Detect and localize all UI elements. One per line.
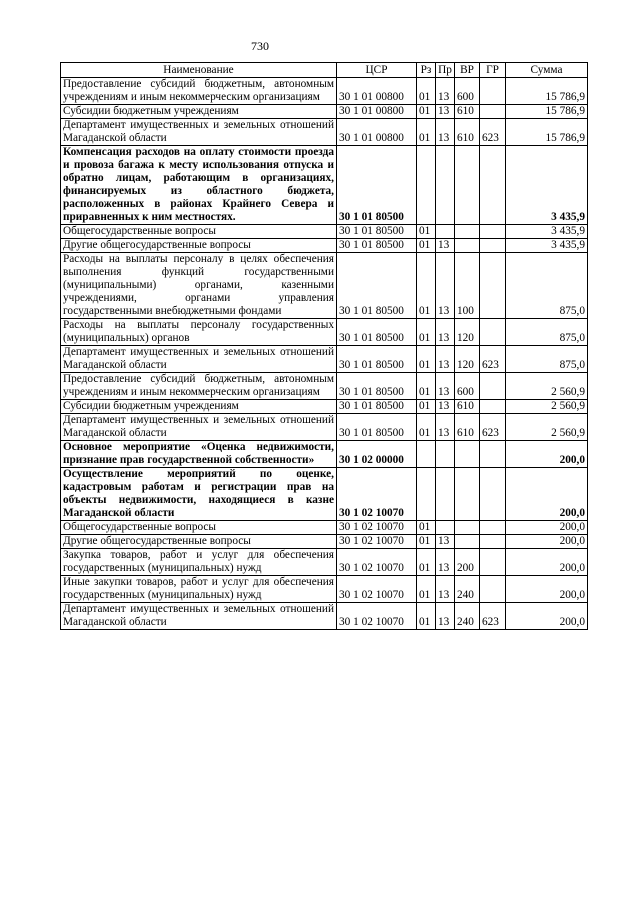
table-row: [61, 119, 588, 146]
cell-pr: [436, 225, 455, 239]
cell-vr: 240: [455, 576, 480, 603]
table-row: [61, 414, 588, 441]
cell-csr: 30 1 01 00800: [337, 78, 417, 105]
cell-pr: [436, 146, 455, 225]
cell-vr: [455, 468, 480, 521]
cell-sum: 200,0: [506, 535, 588, 549]
cell-pr: 13: [436, 603, 455, 630]
cell-name: Расходы на выплаты персоналу государственных (муниципальных) органов: [61, 319, 337, 346]
header-csr: ЦСР: [337, 63, 417, 78]
cell-name: Департамент имущественных и земельных отношений Магаданской области: [61, 119, 337, 146]
cell-rz: 01: [417, 239, 436, 253]
budget-table: [60, 62, 588, 630]
cell-pr: 13: [436, 119, 455, 146]
cell-csr: 30 1 02 10070: [337, 468, 417, 521]
cell-sum: 15 786,9: [506, 119, 588, 146]
table-row: [61, 146, 588, 225]
cell-name: Предоставление субсидий бюджетным, автономным учреждениям и иным некоммерческим организациям: [61, 373, 337, 400]
cell-sum: 3 435,9: [506, 239, 588, 253]
cell-pr: 13: [436, 105, 455, 119]
cell-vr: 610: [455, 105, 480, 119]
cell-name: Предоставление субсидий бюджетным, автономным учреждениям и иным некоммерческим организациям: [61, 78, 337, 105]
table-body: [61, 78, 588, 630]
cell-vr: 120: [455, 319, 480, 346]
cell-name: Департамент имущественных и земельных отношений Магаданской области: [61, 414, 337, 441]
cell-gr: 623: [480, 414, 506, 441]
cell-csr: 30 1 01 80500: [337, 319, 417, 346]
cell-gr: [480, 400, 506, 414]
cell-name: Основное мероприятие «Оценка недвижимости, признание прав государственной собственности»: [61, 441, 337, 468]
cell-sum: 200,0: [506, 576, 588, 603]
cell-vr: [455, 521, 480, 535]
cell-rz: 01: [417, 105, 436, 119]
table-row: [61, 253, 588, 319]
cell-rz: 01: [417, 78, 436, 105]
cell-rz: 01: [417, 521, 436, 535]
cell-name: Другие общегосударственные вопросы: [61, 535, 337, 549]
header-rz: Рз: [417, 63, 436, 78]
table-row: [61, 576, 588, 603]
table-row: [61, 319, 588, 346]
cell-rz: 01: [417, 225, 436, 239]
cell-pr: 13: [436, 239, 455, 253]
cell-vr: 610: [455, 119, 480, 146]
cell-csr: 30 1 01 80500: [337, 346, 417, 373]
cell-csr: 30 1 01 80500: [337, 239, 417, 253]
cell-sum: 3 435,9: [506, 225, 588, 239]
cell-name: Другие общегосударственные вопросы: [61, 239, 337, 253]
cell-vr: 120: [455, 346, 480, 373]
cell-pr: [436, 441, 455, 468]
cell-vr: [455, 441, 480, 468]
cell-gr: [480, 253, 506, 319]
table-row: [61, 468, 588, 521]
cell-csr: 30 1 01 80500: [337, 225, 417, 239]
cell-csr: 30 1 02 10070: [337, 521, 417, 535]
cell-vr: 610: [455, 414, 480, 441]
table-row: [61, 225, 588, 239]
cell-pr: 13: [436, 400, 455, 414]
cell-vr: [455, 146, 480, 225]
table-row: [61, 521, 588, 535]
cell-sum: 3 435,9: [506, 146, 588, 225]
cell-csr: 30 1 01 00800: [337, 105, 417, 119]
cell-vr: 610: [455, 400, 480, 414]
cell-csr: 30 1 02 10070: [337, 576, 417, 603]
table-row: [61, 78, 588, 105]
cell-rz: 01: [417, 400, 436, 414]
cell-name: Компенсация расходов на оплату стоимости проезда и провоза багажа к месту использования отпуска и обратно лицам, работающим в организациях, финансируемых из областного бюджета, расположенных в районах Крайнего Севера и приравненных к ним местностях.: [61, 146, 337, 225]
cell-rz: 01: [417, 373, 436, 400]
cell-sum: 200,0: [506, 441, 588, 468]
cell-rz: [417, 146, 436, 225]
cell-gr: [480, 78, 506, 105]
cell-name: Осуществление мероприятий по оценке, кадастровым работам и регистрации прав на объекты недвижимости, находящиеся в казне Магаданской области: [61, 468, 337, 521]
cell-sum: 15 786,9: [506, 105, 588, 119]
cell-name: Иные закупки товаров, работ и услуг для обеспечения государственных (муниципальных) нужд: [61, 576, 337, 603]
cell-rz: 01: [417, 549, 436, 576]
cell-rz: 01: [417, 253, 436, 319]
cell-gr: [480, 549, 506, 576]
cell-csr: 30 1 01 80500: [337, 400, 417, 414]
cell-sum: 2 560,9: [506, 400, 588, 414]
cell-pr: 13: [436, 78, 455, 105]
cell-pr: 13: [436, 535, 455, 549]
cell-sum: 200,0: [506, 468, 588, 521]
cell-gr: [480, 319, 506, 346]
table-row: [61, 400, 588, 414]
cell-gr: 623: [480, 603, 506, 630]
cell-csr: 30 1 02 10070: [337, 535, 417, 549]
cell-rz: [417, 441, 436, 468]
cell-csr: 30 1 02 10070: [337, 603, 417, 630]
cell-pr: [436, 468, 455, 521]
cell-sum: 200,0: [506, 549, 588, 576]
cell-rz: [417, 468, 436, 521]
cell-csr: 30 1 01 00800: [337, 119, 417, 146]
cell-pr: 13: [436, 549, 455, 576]
cell-name: Департамент имущественных и земельных отношений Магаданской области: [61, 603, 337, 630]
cell-vr: [455, 225, 480, 239]
cell-pr: [436, 521, 455, 535]
cell-rz: 01: [417, 346, 436, 373]
table-row: [61, 373, 588, 400]
cell-gr: [480, 535, 506, 549]
cell-rz: 01: [417, 119, 436, 146]
header-pr: Пр: [436, 63, 455, 78]
table-row: [61, 346, 588, 373]
cell-name: Закупка товаров, работ и услуг для обеспечения государственных (муниципальных) нужд: [61, 549, 337, 576]
cell-sum: 2 560,9: [506, 373, 588, 400]
cell-csr: 30 1 02 00000: [337, 441, 417, 468]
table-row: [61, 441, 588, 468]
cell-sum: 200,0: [506, 521, 588, 535]
cell-rz: 01: [417, 319, 436, 346]
cell-gr: [480, 146, 506, 225]
cell-sum: 875,0: [506, 253, 588, 319]
cell-gr: [480, 521, 506, 535]
cell-sum: 2 560,9: [506, 414, 588, 441]
cell-gr: 623: [480, 346, 506, 373]
cell-vr: [455, 535, 480, 549]
cell-rz: 01: [417, 576, 436, 603]
cell-vr: 600: [455, 373, 480, 400]
cell-pr: 13: [436, 576, 455, 603]
table-row: [61, 535, 588, 549]
cell-name: Расходы на выплаты персоналу в целях обеспечения выполнения функций государственными (муниципальными) органами, казенными учреждениями, органами управления государственными внебюджетными фондами: [61, 253, 337, 319]
cell-rz: 01: [417, 535, 436, 549]
cell-csr: 30 1 01 80500: [337, 253, 417, 319]
cell-gr: [480, 576, 506, 603]
cell-sum: 15 786,9: [506, 78, 588, 105]
cell-gr: [480, 105, 506, 119]
cell-gr: [480, 239, 506, 253]
cell-rz: 01: [417, 414, 436, 441]
cell-sum: 200,0: [506, 603, 588, 630]
cell-name: Общегосударственные вопросы: [61, 521, 337, 535]
header-name: Наименование: [61, 63, 337, 78]
header-sum: Сумма: [506, 63, 588, 78]
cell-pr: 13: [436, 373, 455, 400]
cell-vr: 200: [455, 549, 480, 576]
cell-csr: 30 1 01 80500: [337, 146, 417, 225]
page-number: 730: [251, 39, 269, 53]
cell-name: Общегосударственные вопросы: [61, 225, 337, 239]
cell-gr: [480, 373, 506, 400]
cell-gr: [480, 468, 506, 521]
cell-vr: 240: [455, 603, 480, 630]
cell-rz: 01: [417, 603, 436, 630]
cell-pr: 13: [436, 414, 455, 441]
cell-gr: [480, 225, 506, 239]
cell-sum: 875,0: [506, 346, 588, 373]
cell-pr: 13: [436, 253, 455, 319]
cell-vr: 600: [455, 78, 480, 105]
cell-name: Департамент имущественных и земельных отношений Магаданской области: [61, 346, 337, 373]
table-row: [61, 603, 588, 630]
cell-pr: 13: [436, 319, 455, 346]
cell-csr: 30 1 01 80500: [337, 373, 417, 400]
cell-sum: 875,0: [506, 319, 588, 346]
cell-vr: [455, 239, 480, 253]
cell-csr: 30 1 01 80500: [337, 414, 417, 441]
cell-gr: 623: [480, 119, 506, 146]
header-vr: ВР: [455, 63, 480, 78]
cell-vr: 100: [455, 253, 480, 319]
table-row: [61, 549, 588, 576]
cell-gr: [480, 441, 506, 468]
cell-pr: 13: [436, 346, 455, 373]
cell-name: Субсидии бюджетным учреждениям: [61, 105, 337, 119]
cell-csr: 30 1 02 10070: [337, 549, 417, 576]
table-header-row: [61, 63, 588, 78]
table-row: [61, 105, 588, 119]
table-row: [61, 239, 588, 253]
cell-name: Субсидии бюджетным учреждениям: [61, 400, 337, 414]
header-gr: ГР: [480, 63, 506, 78]
